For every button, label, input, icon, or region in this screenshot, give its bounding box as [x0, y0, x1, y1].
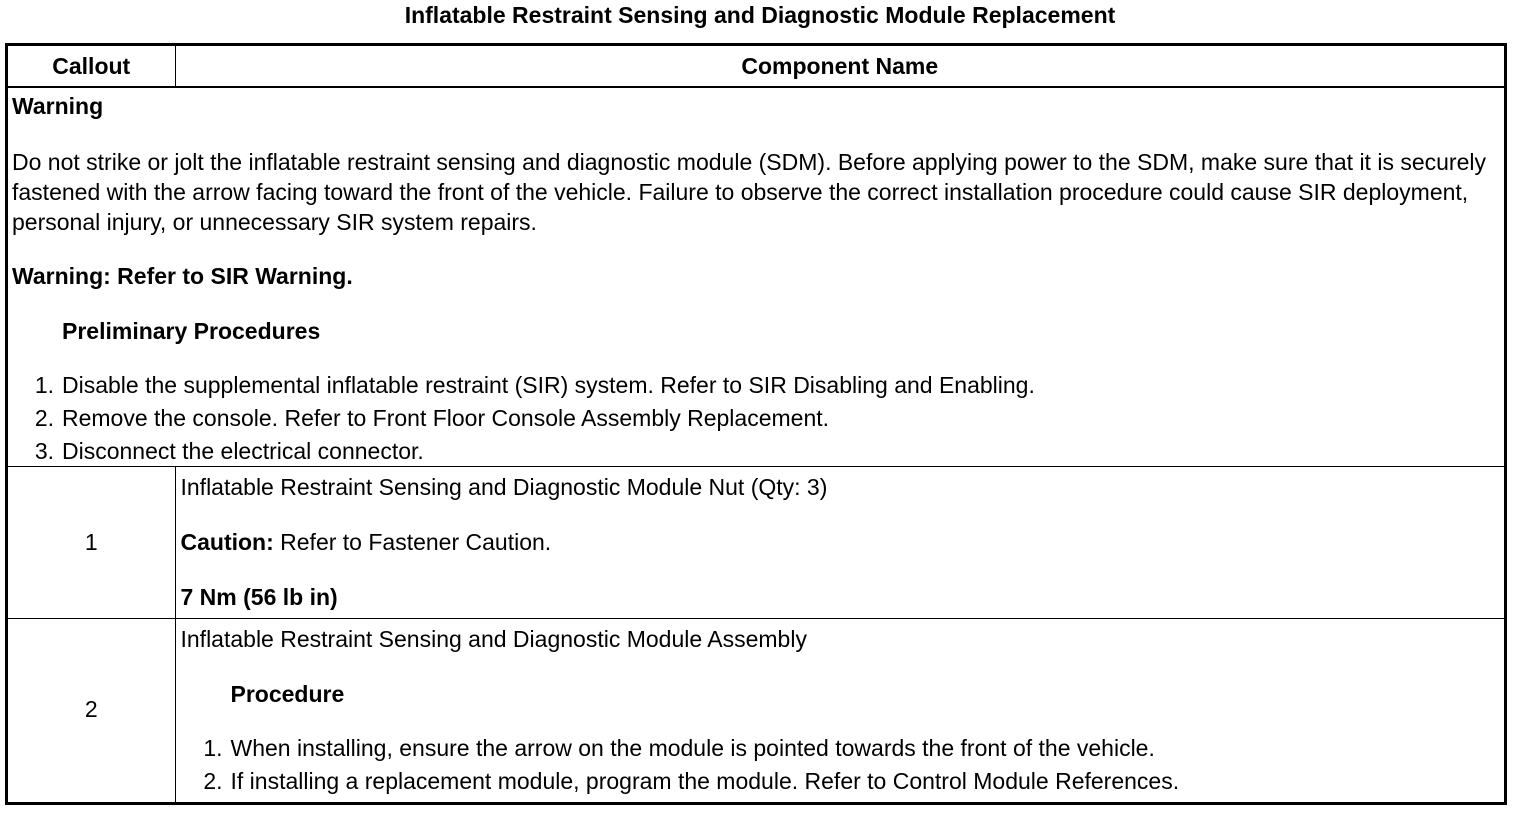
page-title: Inflatable Restraint Sensing and Diagnostic Module Replacement: [404, 2, 1116, 28]
header-callout: Callout: [8, 46, 175, 87]
torque-spec: 7 Nm (56 lb in): [180, 583, 338, 610]
table-row: [8, 619, 1504, 802]
step-number: 1.: [34, 371, 54, 398]
list-item: [12, 402, 1500, 435]
procedure-table: [8, 46, 1504, 802]
caution-text: Refer to Fastener Caution.: [273, 528, 552, 555]
table-row: [8, 467, 1504, 619]
procedure-steps-list: [181, 732, 1500, 798]
step-number: 2.: [203, 767, 223, 794]
procedure-heading: Procedure: [230, 680, 345, 707]
component-name: Inflatable Restraint Sensing and Diagnostic Module Nut (Qty: 3): [180, 474, 828, 500]
table-header-row: [8, 46, 1504, 87]
step-number: 2.: [34, 404, 54, 431]
step-text: If installing a replacement module, program the module. Refer to Control Module References.: [230, 767, 1180, 794]
step-number: 3.: [34, 437, 54, 464]
callout-cell: 2: [8, 619, 175, 802]
component-cell: [175, 467, 1504, 619]
warning-reference: Warning: Refer to SIR Warning.: [12, 262, 353, 289]
step-text: Disable the supplemental inflatable restraint (SIR) system. Refer to SIR Disabling and Enabling.: [62, 371, 1035, 398]
procedure-table-frame: [5, 43, 1507, 805]
warning-text: Do not strike or jolt the inflatable restraint sensing and diagnostic module (SDM). Before applying power to the SDM, make sure that it is securely fastened with the arrow facing toward the front of the vehicle. Failure to observe the correct installation procedure could cause SIR deployment, personal injury, or unnecessary SIR system repairs.: [12, 148, 1486, 235]
preliminary-row: [8, 87, 1504, 467]
step-number: 1.: [203, 734, 223, 761]
warning-heading: Warning: [12, 93, 104, 119]
list-item: [181, 765, 1500, 798]
callout-cell: 1: [8, 467, 175, 619]
step-text: Disconnect the electrical connector.: [62, 437, 424, 464]
preliminary-cell: [8, 87, 1504, 467]
header-component-name: Component Name: [175, 46, 1504, 87]
preliminary-steps-list: [12, 369, 1500, 468]
list-item: [12, 369, 1500, 402]
component-name: Inflatable Restraint Sensing and Diagnostic Module Assembly: [180, 626, 807, 652]
list-item: [181, 732, 1500, 765]
preliminary-procedures-heading: Preliminary Procedures: [62, 317, 321, 344]
caution-line: [181, 528, 1500, 558]
caution-label: Caution:: [180, 528, 274, 555]
step-text: Remove the console. Refer to Front Floor Console Assembly Replacement.: [62, 404, 830, 431]
list-item: [12, 435, 1500, 468]
component-cell: [175, 619, 1504, 802]
step-text: When installing, ensure the arrow on the module is pointed towards the front of the vehicle.: [230, 734, 1155, 761]
